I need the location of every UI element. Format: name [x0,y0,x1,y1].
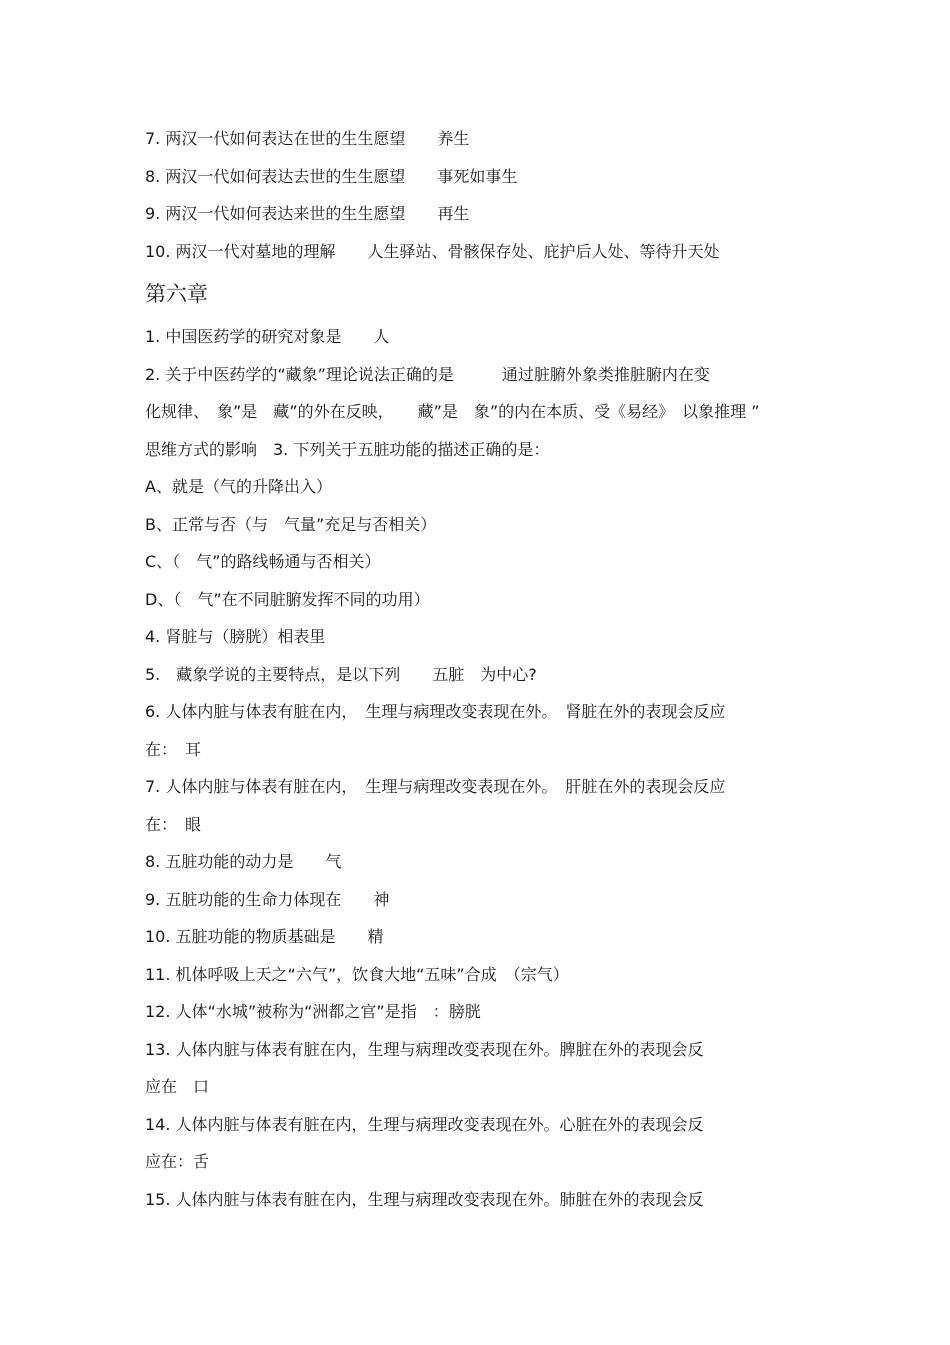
text-line: 应在：舌 [145,1152,210,1171]
text-line: 4. 肾脏与（膀胱）相表里 [145,627,326,646]
text-line: 7. 两汉一代如何表达在世的生生愿望 养生 [145,129,470,148]
text-line: 2. 关于中医药学的“藏象”理论说法正确的是 通过脏腑外象类推脏腑内在变 [145,364,710,384]
text-line: 7. 人体内脏与体表有脏在内， 生理与病理改变表现在外。 肝脏在外的表现会反应 [145,777,726,796]
text-line: 9. 两汉一代如何表达来世的生生愿望 再生 [145,204,470,223]
text-line: 11. 机体呼吸上天之“六气”，饮食大地“五味”合成 （宗气） [145,964,569,984]
chapter-title: 第六章 [145,282,208,306]
text-line: 应在 口 [145,1077,210,1096]
text-line: 8. 五脏功能的动力是 气 [145,852,342,871]
text-line: 6. 人体内脏与体表有脏在内， 生理与病理改变表现在外。 肾脏在外的表现会反应 [145,702,726,721]
text-line: 10. 两汉一代对墓地的理解 人生驿站、骨骸保存处、庇护后人处、等待升天处 [145,241,720,261]
text-line: 8. 两汉一代如何表达去世的生生愿望 事死如事生 [145,166,518,186]
text-line: 1. 中国医药学的研究对象是 人 [145,327,390,346]
text-line: 9. 五脏功能的生命力体现在 神 [145,889,390,909]
text-line: 10. 五脏功能的物质基础是 精 [145,927,384,946]
text-line: D、（ 气”在不同脏腑发挥不同的功用） [145,589,430,609]
text-line: 13. 人体内脏与体表有脏在内，生理与病理改变表现在外。脾脏在外的表现会反 [145,1039,704,1059]
text-line: 在： 眼 [145,814,202,834]
page-content [145,120,825,1218]
text-line: A、就是（气的升降出入） [145,477,332,496]
text-line: 在： 耳 [145,739,202,759]
text-line: 15. 人体内脏与体表有脏在内，生理与病理改变表现在外。肺脏在外的表现会反 [145,1189,704,1209]
text-line: 12. 人体“水城”被称为“洲都之官”是指 ：膀胱 [145,1002,481,1021]
text-line: 思维方式的影响 3. 下列关于五脏功能的描述正确的是： [145,439,550,459]
text-line: 14. 人体内脏与体表有脏在内，生理与病理改变表现在外。心脏在外的表现会反 [145,1114,704,1134]
text-line: 化规律、 象”是 藏”的外在反映， 藏”是 象”的内在本质、受《易经》 以象推理 ” [145,402,760,421]
text-line: 5. 藏象学说的主要特点，是以下列 五脏 为中心? [145,664,537,684]
text-line: C、（ 气”的路线畅通与否相关） [145,552,381,571]
text-line: B、正常与否（与 气量”充足与否相关） [145,514,437,534]
chapter-six-section [145,318,825,1218]
chapter-five-section [145,120,825,270]
